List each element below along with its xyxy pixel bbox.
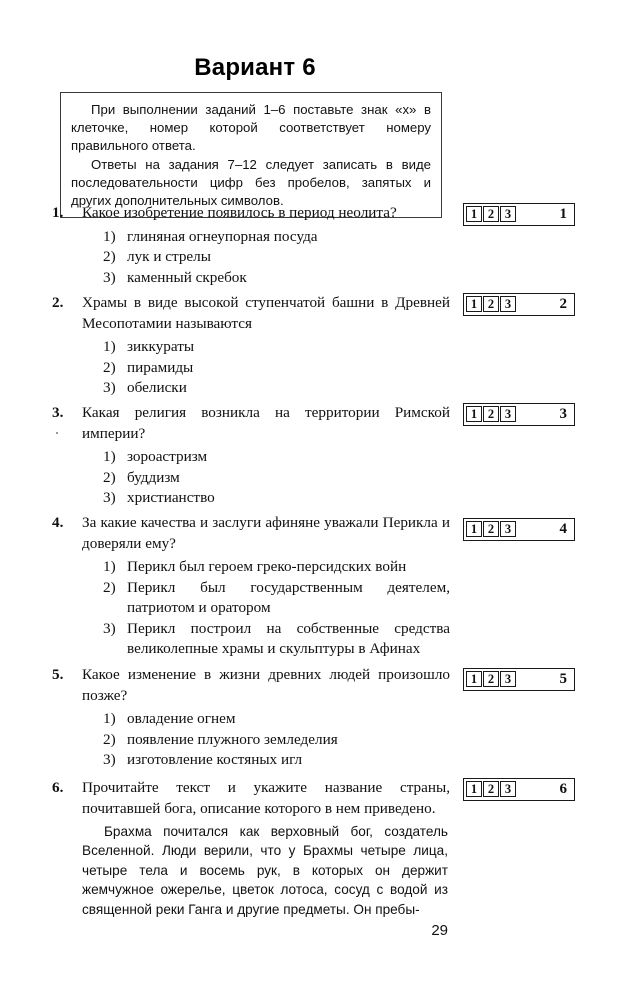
question-4-text: За какие качества и заслуги афиняне уважали Перикла и доверяли ему?: [82, 514, 450, 552]
question-2-heading: [52, 293, 450, 334]
page-title: Вариант 6: [194, 54, 316, 81]
option-marker: 2): [103, 730, 116, 748]
option-marker: 3): [103, 751, 116, 768]
answer-cells-4: [466, 521, 517, 537]
option-item[interactable]: [52, 337, 450, 358]
question-6-text: Прочитайте текст и укажите название страны, почитавшей бога, описание которого в нем приведено.: [82, 779, 450, 817]
question-5-heading: [52, 665, 450, 706]
question-2: [52, 293, 450, 399]
option-marker: 2): [103, 468, 116, 486]
answer-cell-option-2[interactable]: 2: [483, 296, 499, 312]
question-6-number: 6.: [52, 779, 64, 796]
option-marker: 3): [103, 379, 116, 396]
option-text: Перикл был героем греко-персидских войн: [127, 558, 407, 575]
option-item[interactable]: [52, 488, 450, 509]
question-3-text: Какая религия возникла на территории Римской империи?: [82, 404, 450, 442]
option-text: изготовление костяных игл: [127, 751, 303, 768]
option-item[interactable]: [52, 619, 450, 660]
option-text: каменный скребок: [127, 268, 247, 286]
question-5: [52, 665, 450, 771]
reading-passage: Брахма почитался как верховный бог, создатель Вселенной. Люди верили, что у Брахмы четыре лица, четыре тела и восемь рук, в которых он держит жемчужное ожерелье, цветок лотоса, сосуд с водой из священной реки Ганга и другие предметы. Он пребы-: [82, 824, 448, 917]
question-3: [52, 403, 450, 509]
option-item[interactable]: [52, 468, 450, 489]
answer-cells-5: [466, 671, 517, 687]
question-3-heading: [52, 403, 450, 444]
option-marker: 1): [103, 227, 116, 245]
option-item[interactable]: [52, 247, 450, 268]
answer-cell-option-2[interactable]: 2: [483, 406, 499, 422]
option-text: пирамиды: [127, 358, 194, 376]
option-item[interactable]: [52, 447, 450, 468]
option-text: Перикл построил на собственные средства великолепные храмы и скульптуры в Афинах: [127, 619, 450, 657]
option-text: лук и стрелы: [127, 248, 211, 265]
option-text: зиккураты: [127, 338, 195, 355]
answer-box-4[interactable]: [463, 518, 575, 541]
answer-cell-option-1[interactable]: 1: [466, 296, 482, 312]
instruction-paragraph-1: При выполнении заданий 1–6 поставьте знак «х» в клеточке, номер которой соответствует номеру правильного ответа.: [71, 102, 431, 154]
option-item[interactable]: [52, 268, 450, 289]
question-5-number: 5.: [52, 666, 64, 683]
answer-cell-option-2[interactable]: 2: [483, 781, 499, 797]
question-2-number: 2.: [52, 294, 64, 311]
option-item[interactable]: [52, 578, 450, 619]
page-number: 29: [431, 922, 448, 939]
answer-cells-1: [466, 206, 517, 222]
answer-cell-option-3[interactable]: 3: [500, 296, 516, 312]
option-text: буддизм: [127, 468, 180, 486]
question-3-options: [52, 447, 450, 509]
option-text: Перикл был государственным деятелем, патриотом и оратором: [127, 578, 450, 616]
answer-box-question-number: 6: [559, 781, 567, 797]
option-text: зороастризм: [127, 448, 208, 465]
answer-box-question-number: 5: [559, 671, 567, 687]
option-marker: 3): [103, 489, 116, 506]
option-marker: 1): [103, 338, 116, 355]
answer-cell-option-3[interactable]: 3: [500, 521, 516, 537]
option-marker: 1): [103, 710, 116, 727]
option-text: овладение огнем: [127, 710, 236, 727]
answer-box-6[interactable]: [463, 778, 575, 801]
answer-cell-option-3[interactable]: 3: [500, 406, 516, 422]
question-1-options: [52, 227, 450, 289]
answer-cell-option-3[interactable]: 3: [500, 781, 516, 797]
answer-cells-2: [466, 296, 517, 312]
answer-cell-option-1[interactable]: 1: [466, 206, 482, 222]
option-marker: 3): [103, 619, 116, 637]
option-marker: 2): [103, 248, 116, 265]
question-1-text: Какое изобретение появилось в период неолита?: [82, 204, 397, 221]
answer-cell-option-2[interactable]: 2: [483, 671, 499, 687]
answer-cell-option-3[interactable]: 3: [500, 206, 516, 222]
answer-cell-option-2[interactable]: 2: [483, 206, 499, 222]
option-text: появление плужного земледелия: [127, 730, 338, 748]
question-2-text: Храмы в виде высокой ступенчатой башни в Древней Месопотамии называются: [82, 294, 450, 332]
answer-box-question-number: 3: [559, 406, 567, 422]
question-1-heading: [52, 203, 450, 224]
answer-cell-option-1[interactable]: 1: [466, 671, 482, 687]
question-1-number: 1.: [52, 204, 64, 221]
question-4-options: [52, 557, 450, 660]
option-item[interactable]: [52, 750, 450, 771]
answer-box-question-number: 1: [559, 206, 567, 222]
question-6-heading: [52, 778, 450, 819]
answer-box-1[interactable]: [463, 203, 575, 226]
option-marker: 3): [103, 268, 116, 286]
answer-cell-option-1[interactable]: 1: [466, 406, 482, 422]
answer-box-question-number: 2: [559, 296, 567, 312]
instruction-paragraph-2: Ответы на задания 7–12 следует записать в виде последовательности цифр без пробелов, запятых и других дополнительных символов.: [71, 156, 431, 209]
answer-box-question-number: 4: [559, 521, 567, 537]
option-text: обелиски: [127, 379, 187, 396]
option-item[interactable]: [52, 378, 450, 399]
question-1: [52, 203, 450, 288]
answer-box-2[interactable]: [463, 293, 575, 316]
question-4: [52, 513, 450, 660]
question-2-options: [52, 337, 450, 399]
answer-cell-option-2[interactable]: 2: [483, 521, 499, 537]
option-item[interactable]: [52, 358, 450, 379]
option-item[interactable]: [52, 227, 450, 248]
option-text: глиняная огнеупорная посуда: [127, 227, 318, 245]
answer-cell-option-1[interactable]: 1: [466, 521, 482, 537]
option-item[interactable]: [52, 730, 450, 751]
instructions-box: [60, 92, 442, 218]
answer-cells-3: [466, 406, 517, 422]
question-6: [52, 778, 450, 819]
option-marker: 2): [103, 358, 116, 376]
option-marker: 2): [103, 578, 116, 596]
answer-box-3[interactable]: [463, 403, 575, 426]
answer-cells-6: [466, 781, 517, 797]
option-text: христианство: [127, 489, 215, 506]
answer-cell-option-1[interactable]: 1: [466, 781, 482, 797]
answer-box-5[interactable]: [463, 668, 575, 691]
option-marker: 1): [103, 558, 116, 575]
question-5-text: Какое изменение в жизни древних людей произошло позже?: [82, 666, 450, 704]
option-item[interactable]: [52, 709, 450, 730]
option-marker: 1): [103, 448, 116, 465]
question-5-options: [52, 709, 450, 771]
question-4-heading: [52, 513, 450, 554]
answer-cell-option-3[interactable]: 3: [500, 671, 516, 687]
option-item[interactable]: [52, 557, 450, 578]
question-4-number: 4.: [52, 514, 64, 531]
question-3-number: 3.: [52, 404, 64, 421]
